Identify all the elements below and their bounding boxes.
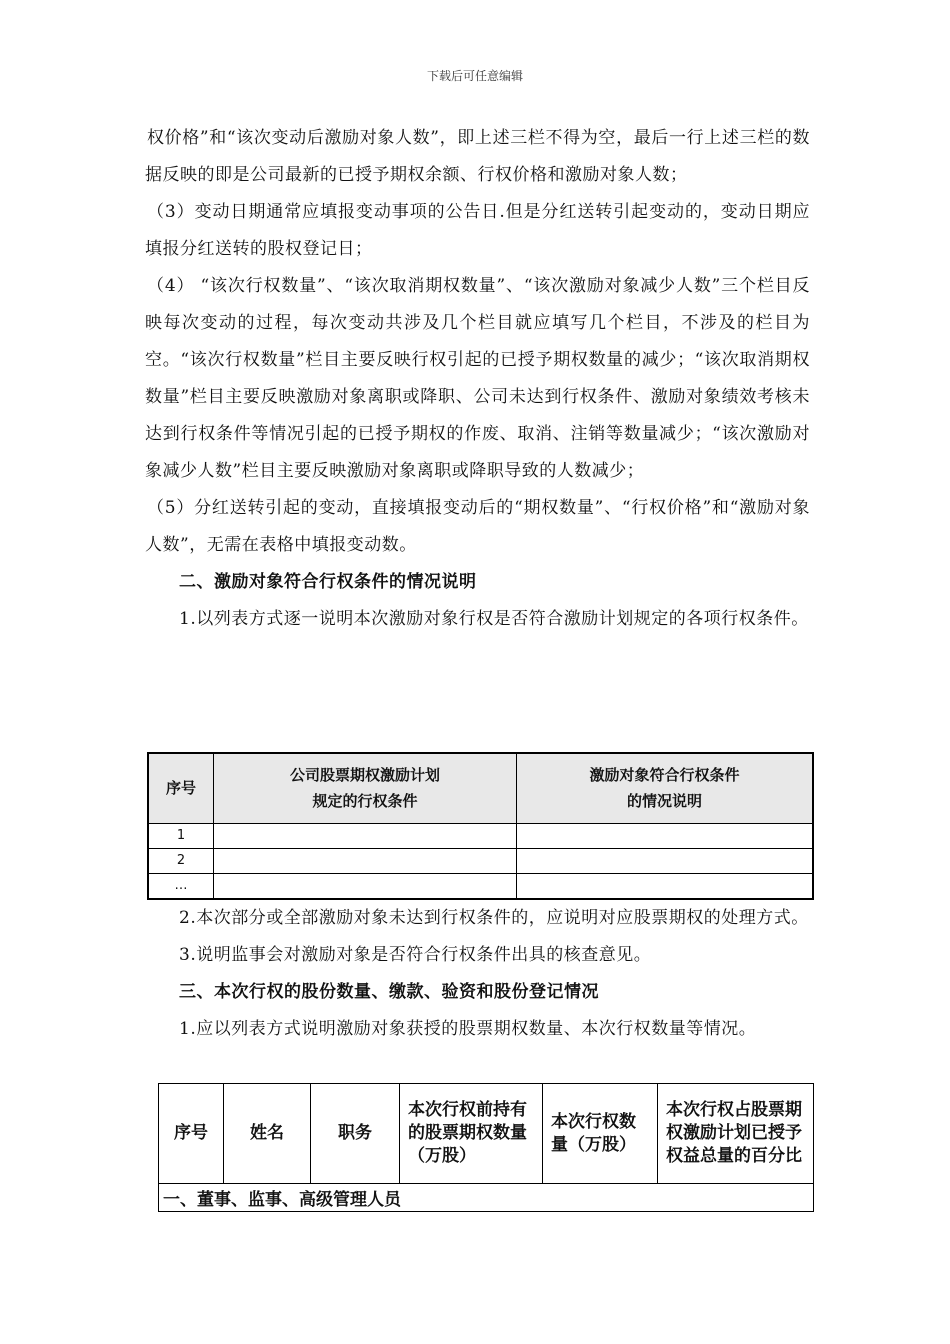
table-cell <box>214 848 517 873</box>
col-header-compliance-line1: 激励对象符合行权条件 <box>589 766 740 785</box>
col-header-compliance-line2: 的情况说明 <box>626 792 702 811</box>
page-header: 下载后可任意编辑 <box>426 69 523 83</box>
col-header-index: 序号 <box>148 753 214 823</box>
section-row-directors: 一、董事、监事、高级管理人员 <box>159 1184 814 1212</box>
table-row <box>148 848 813 873</box>
table-row <box>148 873 813 899</box>
section-2-item-2: 2.本次部分或全部激励对象未达到行权条件的，应说明对应股票期权的处理方式。 <box>179 908 809 928</box>
col-header-conditions-line2: 规定的行权条件 <box>312 792 418 811</box>
section-2-item-1: 1.以列表方式逐一说明本次激励对象行权是否符合激励计划规定的各项行权条件。 <box>179 609 809 629</box>
row-index: 2 <box>148 848 214 873</box>
body-text-continued <box>145 900 810 1048</box>
col-header-exercise-pct: 本次行权占股票期权激励计划已授予权益总量的百分比 <box>658 1084 814 1184</box>
col-header-options-before: 本次行权前持有的股票期权数量（万股） <box>400 1084 543 1184</box>
col-header-exercise-qty: 本次行权数量（万股） <box>543 1084 658 1184</box>
table-cell <box>517 873 814 899</box>
col-header-index: 序号 <box>159 1084 224 1184</box>
section-3-heading: 三、本次行权的股份数量、缴款、验资和股份登记情况 <box>179 982 599 1002</box>
row-index: … <box>148 873 214 899</box>
conditions-table <box>147 752 814 900</box>
body-text <box>145 120 810 638</box>
col-header-conditions-line1: 公司股票期权激励计划 <box>289 766 440 785</box>
row-index: 1 <box>148 823 214 848</box>
col-header-position: 职务 <box>311 1084 400 1184</box>
table-row <box>148 823 813 848</box>
paragraph-continuation: 权价格”和“该次变动后激励对象人数”，即上述三栏不得为空，最后一行上述三栏的数据反映的即是公司最新的已授予期权余额、行权价格和激励对象人数； <box>145 128 810 185</box>
paragraph-item-4: （4） “该次行权数量”、“该次取消期权数量”、“该次激励对象减少人数”三个栏目反映每次变动的过程，每次变动共涉及几个栏目就应填写几个栏目，不涉及的栏目为空。“该次行权数量”栏目主要反映行权引起的已授予期权数量的减少；“该次取消期权数量”栏目主要反映激励对象离职或降职、公司未达到行权条件、激励对象绩效考核未达到行权条件等情况引起的已授予期权的作废、取消、注销等数量减少；“该次激励对象减少人数”栏目主要反映激励对象离职或降职导致的人数减少； <box>145 276 810 481</box>
section-2-heading: 二、激励对象符合行权条件的情况说明 <box>179 572 477 592</box>
col-header-compliance <box>517 753 814 823</box>
table-cell <box>517 848 814 873</box>
exercise-table <box>158 1083 814 1212</box>
table-row <box>159 1184 814 1212</box>
col-header-conditions <box>214 753 517 823</box>
section-2-item-3: 3.说明监事会对激励对象是否符合行权条件出具的核查意见。 <box>179 945 652 965</box>
table-cell <box>214 823 517 848</box>
section-3-item-1: 1.应以列表方式说明激励对象获授的股票期权数量、本次行权数量等情况。 <box>179 1019 757 1039</box>
paragraph-item-5: （5）分红送转引起的变动，直接填报变动后的“期权数量”、“行权价格”和“激励对象人数”，无需在表格中填报变动数。 <box>145 498 810 555</box>
table-cell <box>214 873 517 899</box>
table-cell <box>517 823 814 848</box>
paragraph-item-3: （3）变动日期通常应填报变动事项的公告日.但是分红送转引起变动的，变动日期应填报分红送转的股权登记日； <box>145 202 810 259</box>
col-header-name: 姓名 <box>224 1084 311 1184</box>
